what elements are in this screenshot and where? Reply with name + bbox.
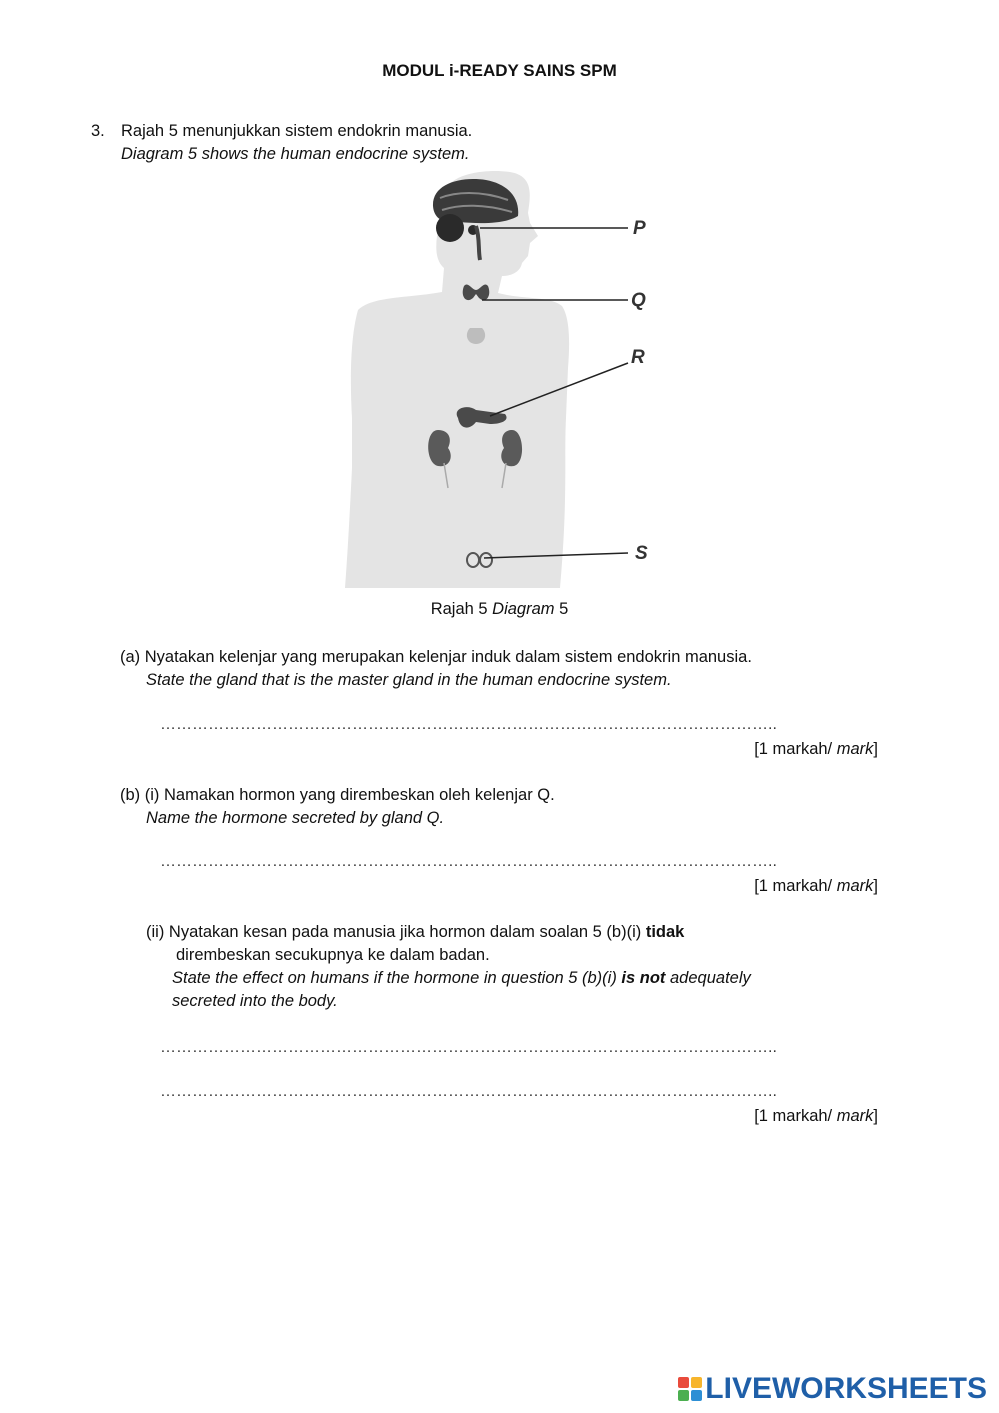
part-b-ii-line3 [172, 967, 751, 990]
logo-square-3 [678, 1390, 689, 1401]
page-title: MODUL i-READY SAINS SPM [382, 61, 617, 80]
logo-text: LIVEWORKSHEETS [705, 1372, 987, 1405]
answer-line-a[interactable]: …………………………………………………………………………………………………….. [160, 716, 777, 733]
mark-prefix: [1 markah/ [754, 1107, 837, 1125]
mark-suffix: ] [873, 877, 878, 895]
mark-word: mark [836, 1107, 874, 1125]
label-r: R [631, 347, 645, 368]
mark-a [754, 738, 878, 761]
label-p: P [633, 218, 646, 239]
mark-suffix: ] [873, 740, 878, 758]
caption-en: Diagram [492, 600, 555, 618]
mark-prefix: [1 markah/ [754, 740, 837, 758]
question-intro-en: Diagram 5 shows the human endocrine system. [121, 145, 470, 163]
answer-line-b-ii-1[interactable]: …………………………………………………………………………………………………….. [160, 1039, 777, 1056]
question-intro-ms: Rajah 5 menunjukkan sistem endokrin manusia. [121, 122, 473, 140]
question-number: 3. [91, 122, 105, 140]
part-b-i-en: Name the hormone secreted by gland Q. [146, 809, 445, 827]
endocrine-diagram [330, 168, 670, 593]
part-b-i-ms: (b) (i) Namakan hormon yang dirembeskan oleh kelenjar Q. [120, 786, 555, 804]
logo-square-2 [691, 1377, 702, 1388]
logo-grid-icon [678, 1377, 702, 1401]
left-kidney [428, 430, 451, 466]
part-b-ii-line1-bold: tidak [645, 923, 685, 941]
label-s: S [635, 543, 648, 564]
answer-line-b-i[interactable]: …………………………………………………………………………………………………….. [160, 853, 777, 870]
caption-number: 5 [554, 600, 569, 618]
right-kidney [501, 430, 522, 466]
mark-word: mark [836, 740, 874, 758]
part-a-ms: (a) Nyatakan kelenjar yang merupakan kelenjar induk dalam sistem endokrin manusia. [120, 648, 752, 666]
thymus-gland [467, 328, 485, 344]
part-b-ii-line2: dirembeskan secukupnya ke dalam badan. [176, 946, 490, 964]
liveworksheets-logo[interactable] [678, 1372, 987, 1406]
part-b-ii-line3-a: State the effect on humans if the hormone in question 5 (b)(i) [172, 969, 622, 987]
part-b-ii-line1 [146, 921, 684, 944]
cerebellum-shape [436, 214, 464, 242]
mark-suffix: ] [873, 1107, 878, 1125]
part-b-ii-line1-text: (ii) Nyatakan kesan pada manusia jika hormon dalam soalan 5 (b)(i) [146, 923, 646, 941]
part-b-ii-line3-bold: is not [621, 969, 666, 987]
diagram-caption [0, 600, 999, 619]
mark-word: mark [836, 877, 874, 895]
part-b-ii-line3-b: adequately [665, 969, 751, 987]
mark-b-ii [754, 1105, 878, 1128]
mark-b-i [754, 875, 878, 898]
logo-square-1 [678, 1377, 689, 1388]
caption-ms: Rajah 5 [430, 600, 493, 618]
mark-prefix: [1 markah/ [754, 877, 837, 895]
part-b-ii-line4: secreted into the body. [172, 992, 338, 1010]
logo-square-4 [691, 1390, 702, 1401]
part-a-en: State the gland that is the master gland in the human endocrine system. [146, 671, 672, 689]
answer-line-b-ii-2[interactable]: …………………………………………………………………………………………………….. [160, 1083, 777, 1100]
label-q: Q [631, 290, 646, 311]
